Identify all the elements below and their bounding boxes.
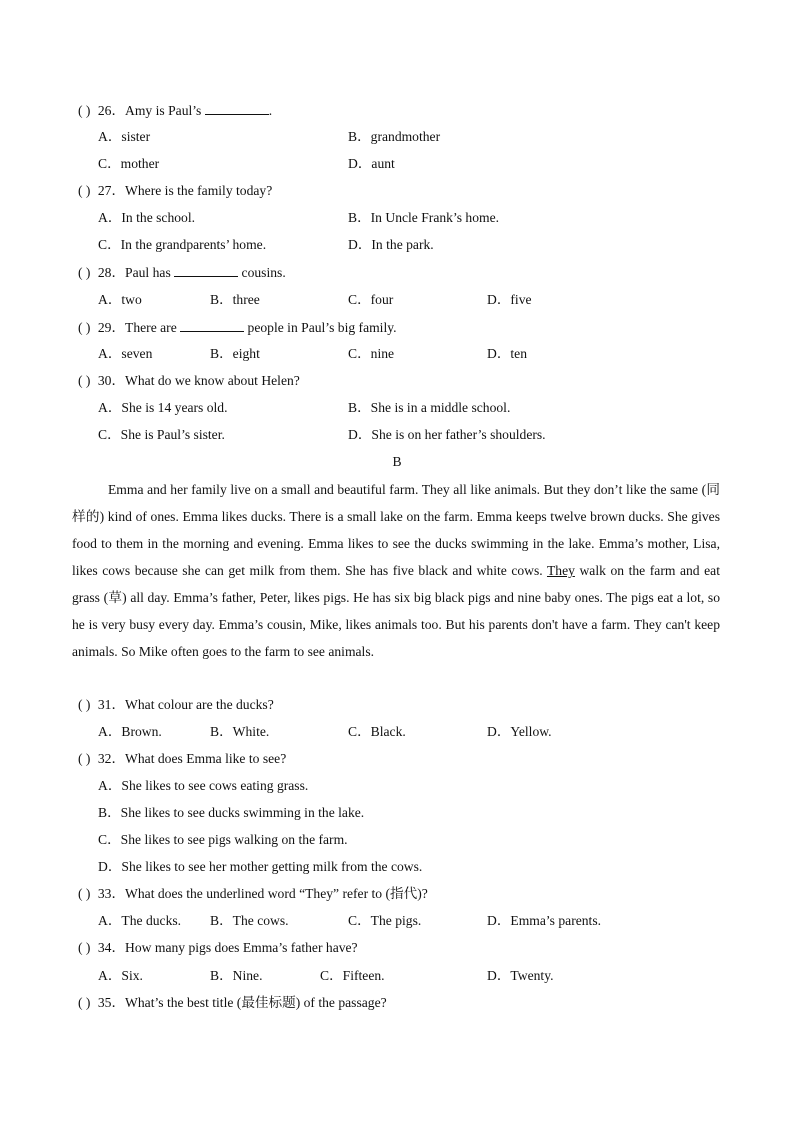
answer-paren: ( ) bbox=[78, 995, 91, 1010]
question-stem: 32．What does Emma like to see? bbox=[97, 751, 287, 766]
option-b: B．In Uncle Frank’s home. bbox=[348, 210, 500, 225]
option-c: C．In the grandparents’ home. bbox=[98, 237, 267, 252]
question-stem: 27．Where is the family today? bbox=[97, 183, 273, 198]
answer-paren: ( ) bbox=[78, 751, 91, 766]
option-c: C．The pigs. bbox=[348, 913, 422, 928]
question-27 bbox=[78, 182, 272, 200]
reading-passage bbox=[72, 476, 720, 665]
option-c: C．Black. bbox=[348, 724, 406, 739]
question-stem: 33．What does the underlined word “They” refer to (指代)? bbox=[97, 886, 428, 901]
question-stem: 35．What’s the best title (最佳标题) of the passage? bbox=[97, 995, 387, 1010]
question-stem: 29．There are bbox=[97, 320, 181, 335]
answer-paren: ( ) bbox=[78, 886, 91, 901]
answer-blank bbox=[180, 318, 244, 332]
option-c: C．She is Paul’s sister. bbox=[98, 427, 225, 442]
question-26 bbox=[78, 101, 272, 120]
passage-text-continued: walk on the farm and eat grass (草) all day. Emma’s father, Peter, likes pigs. He has six big black pigs and nine baby ones. The pigs eat a lot, so he is very busy every day. Emma’s cousin, Mike, likes animals too. But his parents don't have a farm. They can't keep animals. So Mike often goes to the farm to see animals. bbox=[72, 563, 720, 659]
option-d: D．She likes to see her mother getting milk from the cows. bbox=[98, 859, 423, 874]
question-stem: 34．How many pigs does Emma’s father have? bbox=[97, 940, 358, 955]
answer-paren: ( ) bbox=[78, 183, 91, 198]
option-c: C．nine bbox=[348, 346, 395, 361]
option-c: C．mother bbox=[98, 156, 160, 171]
question-30 bbox=[78, 372, 300, 390]
question-28 bbox=[78, 263, 286, 282]
answer-blank bbox=[205, 101, 269, 115]
question-34 bbox=[78, 939, 358, 957]
answer-paren: ( ) bbox=[78, 320, 91, 335]
option-d: D．Yellow. bbox=[487, 724, 552, 739]
question-stem: 31．What colour are the ducks? bbox=[97, 697, 274, 712]
option-d: D．ten bbox=[487, 346, 528, 361]
question-33 bbox=[78, 885, 428, 903]
question-stem: 28．Paul has bbox=[97, 265, 175, 280]
option-c: C．four bbox=[348, 292, 394, 307]
option-b: B．She likes to see ducks swimming in the lake. bbox=[98, 805, 365, 820]
option-a: A．two bbox=[98, 292, 142, 307]
question-31 bbox=[78, 696, 274, 714]
option-a: A．Brown. bbox=[98, 724, 162, 739]
question-32 bbox=[78, 750, 286, 768]
option-d: D．Emma’s parents. bbox=[487, 913, 602, 928]
option-b: B．White. bbox=[210, 724, 270, 739]
option-c: C．She likes to see pigs walking on the farm. bbox=[98, 832, 348, 847]
underlined-word: They bbox=[546, 563, 575, 578]
answer-paren: ( ) bbox=[78, 940, 91, 955]
option-b: B．eight bbox=[210, 346, 260, 361]
option-d: D．She is on her father’s shoulders. bbox=[348, 427, 546, 442]
answer-paren: ( ) bbox=[78, 265, 91, 280]
question-stem: 26．Amy is Paul’s bbox=[97, 103, 205, 118]
question-stem-end: people in Paul’s big family. bbox=[244, 320, 397, 335]
answer-paren: ( ) bbox=[78, 103, 91, 118]
option-a: A．She is 14 years old. bbox=[98, 400, 228, 415]
answer-paren: ( ) bbox=[78, 697, 91, 712]
option-b: B．three bbox=[210, 292, 260, 307]
option-d: D．Twenty. bbox=[487, 968, 554, 983]
option-b: B．The cows. bbox=[210, 913, 289, 928]
option-a: A．sister bbox=[98, 129, 151, 144]
question-stem-end: cousins. bbox=[238, 265, 286, 280]
option-a: A．The ducks. bbox=[98, 913, 182, 928]
option-a: A．She likes to see cows eating grass. bbox=[98, 778, 309, 793]
question-29 bbox=[78, 318, 397, 337]
option-b: B．She is in a middle school. bbox=[348, 400, 511, 415]
option-b: B．grandmother bbox=[348, 129, 441, 144]
question-stem: 30．What do we know about Helen? bbox=[97, 373, 300, 388]
option-d: D．aunt bbox=[348, 156, 395, 171]
answer-paren: ( ) bbox=[78, 373, 91, 388]
option-a: A．Six. bbox=[98, 968, 143, 983]
question-stem-end: . bbox=[268, 103, 273, 118]
option-c: C．Fifteen. bbox=[320, 968, 385, 983]
question-35 bbox=[78, 994, 387, 1012]
answer-blank bbox=[174, 263, 238, 277]
option-d: D．In the park. bbox=[348, 237, 434, 252]
option-d: D．five bbox=[487, 292, 532, 307]
option-b: B．Nine. bbox=[210, 968, 263, 983]
passage-text: Emma and her family live on a small and beautiful farm. They all like animals. But they don’t like the same (同样的) kind of ones. Emma likes ducks. There is a small lake on the farm. Emma keeps twelve brown ducks. She gives food to them in the morning and evening. Emma likes to see the ducks swimming in the lake. Emma’s mother, Lisa, likes cows because she can get milk from them. She has five black and white cows. bbox=[72, 482, 720, 578]
option-a: A．In the school. bbox=[98, 210, 196, 225]
option-a: A．seven bbox=[98, 346, 153, 361]
section-heading: B bbox=[392, 454, 402, 469]
